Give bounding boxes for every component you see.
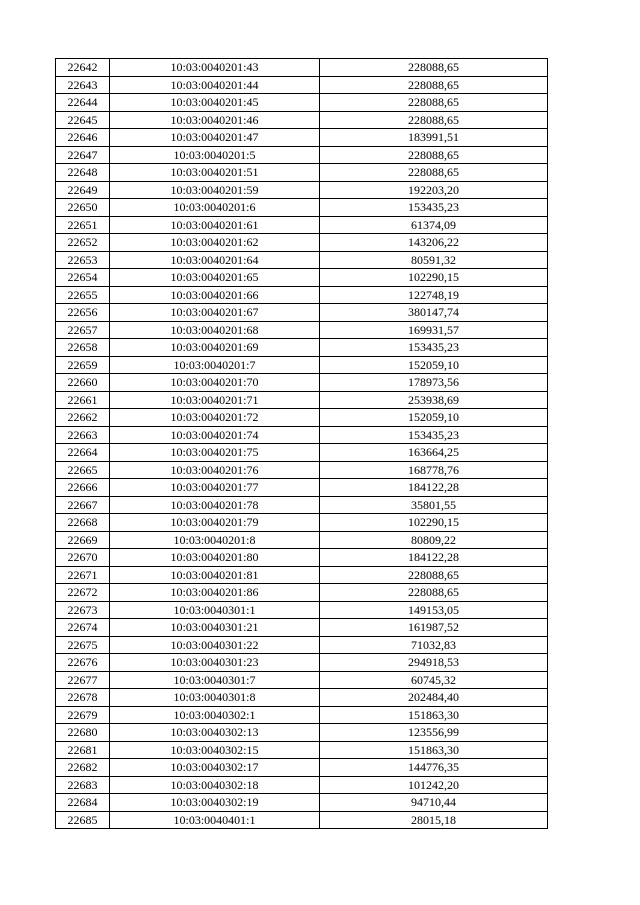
value-cell: 163664,25 — [320, 444, 548, 462]
row-number-cell: 22653 — [56, 251, 110, 269]
cadastral-number-cell: 10:03:0040301:7 — [110, 671, 320, 689]
table-row — [56, 619, 548, 637]
value-cell: 61374,09 — [320, 216, 548, 234]
cadastral-number-cell: 10:03:0040201:71 — [110, 391, 320, 409]
table-row — [56, 531, 548, 549]
cadastral-number-cell: 10:03:0040302:17 — [110, 759, 320, 777]
cadastral-number-cell: 10:03:0040302:19 — [110, 794, 320, 812]
value-cell: 71032,83 — [320, 636, 548, 654]
row-number-cell: 22655 — [56, 286, 110, 304]
value-cell: 102290,15 — [320, 514, 548, 532]
row-number-cell: 22663 — [56, 426, 110, 444]
value-cell: 144776,35 — [320, 759, 548, 777]
table-row — [56, 724, 548, 742]
row-number-cell: 22651 — [56, 216, 110, 234]
row-number-cell: 22671 — [56, 566, 110, 584]
cadastral-number-cell: 10:03:0040201:59 — [110, 181, 320, 199]
table-row — [56, 811, 548, 829]
row-number-cell: 22670 — [56, 549, 110, 567]
row-number-cell: 22654 — [56, 269, 110, 287]
row-number-cell: 22673 — [56, 601, 110, 619]
value-cell: 122748,19 — [320, 286, 548, 304]
row-number-cell: 22674 — [56, 619, 110, 637]
table-row — [56, 689, 548, 707]
value-cell: 253938,69 — [320, 391, 548, 409]
table-row — [56, 741, 548, 759]
value-cell: 94710,44 — [320, 794, 548, 812]
table-row — [56, 496, 548, 514]
value-cell: 178973,56 — [320, 374, 548, 392]
value-cell: 184122,28 — [320, 549, 548, 567]
cadastral-number-cell: 10:03:0040301:23 — [110, 654, 320, 672]
cadastral-number-cell: 10:03:0040302:18 — [110, 776, 320, 794]
table-row — [56, 514, 548, 532]
value-cell: 102290,15 — [320, 269, 548, 287]
table-row — [56, 234, 548, 252]
cadastral-number-cell: 10:03:0040201:70 — [110, 374, 320, 392]
row-number-cell: 22672 — [56, 584, 110, 602]
table-row — [56, 409, 548, 427]
table-row — [56, 479, 548, 497]
table-row — [56, 776, 548, 794]
value-cell: 151863,30 — [320, 741, 548, 759]
value-cell: 152059,10 — [320, 356, 548, 374]
row-number-cell: 22680 — [56, 724, 110, 742]
row-number-cell: 22676 — [56, 654, 110, 672]
table-row — [56, 129, 548, 147]
cadastral-number-cell: 10:03:0040201:8 — [110, 531, 320, 549]
cadastral-number-cell: 10:03:0040201:65 — [110, 269, 320, 287]
cadastral-number-cell: 10:03:0040201:47 — [110, 129, 320, 147]
cadastral-number-cell: 10:03:0040302:15 — [110, 741, 320, 759]
row-number-cell: 22678 — [56, 689, 110, 707]
value-cell: 380147,74 — [320, 304, 548, 322]
table-row — [56, 76, 548, 94]
cadastral-number-cell: 10:03:0040201:68 — [110, 321, 320, 339]
value-cell: 80591,32 — [320, 251, 548, 269]
value-cell: 28015,18 — [320, 811, 548, 829]
row-number-cell: 22658 — [56, 339, 110, 357]
value-cell: 184122,28 — [320, 479, 548, 497]
cadastral-number-cell: 10:03:0040201:76 — [110, 461, 320, 479]
value-cell: 228088,65 — [320, 94, 548, 112]
cadastral-number-cell: 10:03:0040201:77 — [110, 479, 320, 497]
table-row — [56, 94, 548, 112]
row-number-cell: 22669 — [56, 531, 110, 549]
table-row — [56, 59, 548, 77]
cadastral-number-cell: 10:03:0040201:79 — [110, 514, 320, 532]
row-number-cell: 22677 — [56, 671, 110, 689]
table-body — [56, 59, 548, 829]
table-row — [56, 216, 548, 234]
table-row — [56, 794, 548, 812]
row-number-cell: 22659 — [56, 356, 110, 374]
table-row — [56, 759, 548, 777]
row-number-cell: 22656 — [56, 304, 110, 322]
row-number-cell: 22649 — [56, 181, 110, 199]
table-row — [56, 181, 548, 199]
cadastral-number-cell: 10:03:0040201:64 — [110, 251, 320, 269]
row-number-cell: 22645 — [56, 111, 110, 129]
table-row — [56, 304, 548, 322]
value-cell: 123556,99 — [320, 724, 548, 742]
row-number-cell: 22648 — [56, 164, 110, 182]
cadastral-number-cell: 10:03:0040201:66 — [110, 286, 320, 304]
row-number-cell: 22643 — [56, 76, 110, 94]
row-number-cell: 22660 — [56, 374, 110, 392]
cadastral-number-cell: 10:03:0040201:62 — [110, 234, 320, 252]
cadastral-number-cell: 10:03:0040201:86 — [110, 584, 320, 602]
value-cell: 153435,23 — [320, 426, 548, 444]
table-row — [56, 199, 548, 217]
table-row — [56, 251, 548, 269]
cadastral-number-cell: 10:03:0040201:45 — [110, 94, 320, 112]
row-number-cell: 22666 — [56, 479, 110, 497]
table-row — [56, 671, 548, 689]
cadastral-number-cell: 10:03:0040201:7 — [110, 356, 320, 374]
row-number-cell: 22683 — [56, 776, 110, 794]
cadastral-number-cell: 10:03:0040201:78 — [110, 496, 320, 514]
row-number-cell: 22661 — [56, 391, 110, 409]
cadastral-number-cell: 10:03:0040201:51 — [110, 164, 320, 182]
value-cell: 60745,32 — [320, 671, 548, 689]
table-row — [56, 444, 548, 462]
table-row — [56, 339, 548, 357]
table-row — [56, 374, 548, 392]
cadastral-number-cell: 10:03:0040201:61 — [110, 216, 320, 234]
table-row — [56, 549, 548, 567]
cadastral-number-cell: 10:03:0040201:81 — [110, 566, 320, 584]
cadastral-number-cell: 10:03:0040201:44 — [110, 76, 320, 94]
table-row — [56, 111, 548, 129]
value-cell: 161987,52 — [320, 619, 548, 637]
cadastral-number-cell: 10:03:0040201:80 — [110, 549, 320, 567]
row-number-cell: 22646 — [56, 129, 110, 147]
table-row — [56, 269, 548, 287]
row-number-cell: 22647 — [56, 146, 110, 164]
value-cell: 228088,65 — [320, 59, 548, 77]
row-number-cell: 22681 — [56, 741, 110, 759]
table-row — [56, 321, 548, 339]
cadastral-number-cell: 10:03:0040201:75 — [110, 444, 320, 462]
value-cell: 149153,05 — [320, 601, 548, 619]
value-cell: 202484,40 — [320, 689, 548, 707]
cadastral-number-cell: 10:03:0040302:1 — [110, 706, 320, 724]
cadastral-number-cell: 10:03:0040201:69 — [110, 339, 320, 357]
table-row — [56, 636, 548, 654]
table-row — [56, 426, 548, 444]
value-cell: 183991,51 — [320, 129, 548, 147]
row-number-cell: 22664 — [56, 444, 110, 462]
table-row — [56, 566, 548, 584]
table-row — [56, 601, 548, 619]
value-cell: 228088,65 — [320, 584, 548, 602]
value-cell: 143206,22 — [320, 234, 548, 252]
row-number-cell: 22675 — [56, 636, 110, 654]
value-cell: 101242,20 — [320, 776, 548, 794]
row-number-cell: 22644 — [56, 94, 110, 112]
table-row — [56, 146, 548, 164]
row-number-cell: 22662 — [56, 409, 110, 427]
row-number-cell: 22682 — [56, 759, 110, 777]
value-cell: 35801,55 — [320, 496, 548, 514]
value-cell: 151863,30 — [320, 706, 548, 724]
cadastral-number-cell: 10:03:0040302:13 — [110, 724, 320, 742]
row-number-cell: 22685 — [56, 811, 110, 829]
value-cell: 169931,57 — [320, 321, 548, 339]
value-cell: 228088,65 — [320, 111, 548, 129]
cadastral-number-cell: 10:03:0040301:1 — [110, 601, 320, 619]
table-row — [56, 706, 548, 724]
row-number-cell: 22642 — [56, 59, 110, 77]
value-cell: 153435,23 — [320, 199, 548, 217]
row-number-cell: 22657 — [56, 321, 110, 339]
value-cell: 228088,65 — [320, 146, 548, 164]
row-number-cell: 22684 — [56, 794, 110, 812]
cadastral-number-cell: 10:03:0040301:22 — [110, 636, 320, 654]
value-cell: 228088,65 — [320, 164, 548, 182]
row-number-cell: 22679 — [56, 706, 110, 724]
cadastral-number-cell: 10:03:0040201:6 — [110, 199, 320, 217]
value-cell: 168778,76 — [320, 461, 548, 479]
cadastral-value-table — [55, 58, 548, 829]
cadastral-number-cell: 10:03:0040201:67 — [110, 304, 320, 322]
table-row — [56, 356, 548, 374]
value-cell: 153435,23 — [320, 339, 548, 357]
value-cell: 294918,53 — [320, 654, 548, 672]
table-row — [56, 286, 548, 304]
cadastral-number-cell: 10:03:0040301:8 — [110, 689, 320, 707]
table-row — [56, 654, 548, 672]
cadastral-number-cell: 10:03:0040201:46 — [110, 111, 320, 129]
cadastral-number-cell: 10:03:0040401:1 — [110, 811, 320, 829]
value-cell: 228088,65 — [320, 566, 548, 584]
value-cell: 192203,20 — [320, 181, 548, 199]
row-number-cell: 22650 — [56, 199, 110, 217]
value-cell: 228088,65 — [320, 76, 548, 94]
row-number-cell: 22667 — [56, 496, 110, 514]
table-row — [56, 164, 548, 182]
row-number-cell: 22668 — [56, 514, 110, 532]
table-row — [56, 461, 548, 479]
cadastral-number-cell: 10:03:0040201:72 — [110, 409, 320, 427]
row-number-cell: 22652 — [56, 234, 110, 252]
value-cell: 80809,22 — [320, 531, 548, 549]
value-cell: 152059,10 — [320, 409, 548, 427]
cadastral-number-cell: 10:03:0040201:5 — [110, 146, 320, 164]
cadastral-number-cell: 10:03:0040201:74 — [110, 426, 320, 444]
row-number-cell: 22665 — [56, 461, 110, 479]
cadastral-number-cell: 10:03:0040201:43 — [110, 59, 320, 77]
cadastral-number-cell: 10:03:0040301:21 — [110, 619, 320, 637]
table-row — [56, 584, 548, 602]
table-row — [56, 391, 548, 409]
